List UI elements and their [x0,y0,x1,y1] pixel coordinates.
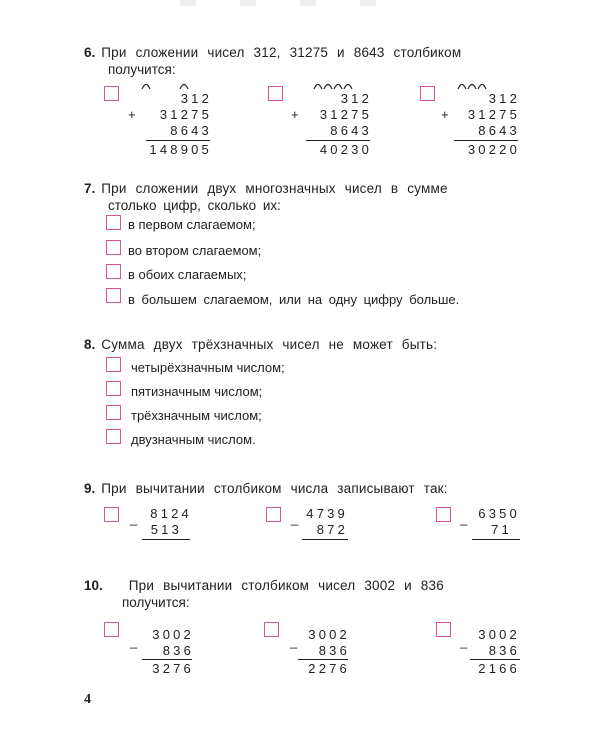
difference-line [470,659,520,660]
q8-option-3-checkbox[interactable] [106,405,121,420]
difference-line [142,539,190,540]
q9-option-1-column: 8124 [150,506,192,521]
q10-option-2-checkbox[interactable] [264,622,279,637]
minus-sign: _ [460,511,468,526]
q9-option-3-bottom: 71 [491,522,512,537]
q10-option-3-checkbox[interactable] [436,622,451,637]
plus-sign: + [441,107,449,122]
sum-line [306,140,370,141]
question-6 [84,44,524,61]
q8-option-4-label: двузначным числом. [131,432,256,447]
q8-option-4-checkbox[interactable] [106,429,121,444]
question-number: 8. [84,337,96,352]
q8-option-1-label: четырёхзначным числом; [131,360,285,375]
q7-option-4-label: в большем слагаемом, или на одну цифру больше. [128,292,460,307]
question-6-line2: получится: [108,62,176,77]
q7-option-1-label: в первом слагаемом; [128,217,256,232]
q6-option-3-result: 30220 [467,142,520,157]
q9-option-2-bottom: 872 [316,522,348,537]
question-10 [84,577,524,594]
question-9 [84,480,524,497]
question-text: При сложении чисел 312, 31275 и 8643 столбиком [101,45,462,60]
plus-sign: + [128,107,136,122]
difference-line [302,539,348,540]
minus-sign: _ [290,634,298,649]
question-text: При сложении двух многозначных чисел в сумме [101,181,448,196]
carry-marks [314,80,374,90]
q10-option-2-result: 2276 [308,661,350,676]
question-number: 9. [84,481,96,496]
question-7 [84,180,524,197]
question-text: При вычитании столбиком числа записывают так: [101,481,448,496]
q10-option-1-column: 3002 836 [152,627,194,658]
q10-option-1-checkbox[interactable] [104,622,119,637]
sum-line [146,140,210,141]
question-text: Сумма двух трёхзначных чисел не может быть: [101,337,438,352]
carry-marks [140,80,200,90]
q6-option-2-result: 40230 [319,142,372,157]
q10-option-3-result: 2166 [478,661,520,676]
q6-option-2-checkbox[interactable] [268,86,283,101]
page-number: 4 [84,692,91,707]
q6-option-1-checkbox[interactable] [104,86,119,101]
question-7-line2: столько цифр, сколько их: [108,198,281,213]
q9-option-1-bottom: 513 [150,522,182,537]
q6-option-1-result: 148905 [149,142,212,157]
difference-line [298,659,348,660]
q6-option-3-checkbox[interactable] [420,86,435,101]
question-number: 7. [84,181,96,196]
question-10-line2: получится: [122,595,190,610]
q7-option-3-checkbox[interactable] [106,264,121,279]
sum-line [454,140,518,141]
question-number: 10. [84,578,103,593]
question-8 [84,336,524,353]
q7-option-2-label: во втором слагаемом; [128,243,262,258]
minus-sign: _ [130,511,138,526]
q8-option-2-checkbox[interactable] [106,381,121,396]
minus-sign: _ [460,634,468,649]
difference-line [472,539,520,540]
q7-option-2-checkbox[interactable] [106,240,121,255]
q8-option-2-label: пятизначным числом; [131,384,263,399]
question-number: 6. [84,45,96,60]
minus-sign: _ [130,634,138,649]
q7-option-1-checkbox[interactable] [106,215,121,230]
q10-option-2-column: 3002 836 [308,627,350,658]
q6-option-1-column: 312 31275 8643 [159,91,212,138]
q9-option-3-checkbox[interactable] [436,507,451,522]
difference-line [142,659,192,660]
plus-sign: + [291,107,299,122]
q10-option-1-result: 3276 [152,661,194,676]
q8-option-1-checkbox[interactable] [106,357,121,372]
q9-option-3-column: 6350 [478,506,520,521]
carry-marks [458,80,518,90]
q6-option-3-column: 312 31275 8643 [467,91,520,138]
q9-option-1-checkbox[interactable] [104,507,119,522]
q7-option-3-label: в обоих слагаемых; [128,267,247,282]
question-text: При вычитании столбиком чисел 3002 и 836 [128,578,444,593]
q6-option-2-column: 312 31275 8643 [319,91,372,138]
q9-option-2-column: 4739 [306,506,348,521]
q7-option-4-checkbox[interactable] [106,288,121,303]
minus-sign: _ [291,511,299,526]
q10-option-3-column: 3002 836 [478,627,520,658]
q8-option-3-label: трёхзначным числом; [131,408,262,423]
q9-option-2-checkbox[interactable] [266,507,281,522]
